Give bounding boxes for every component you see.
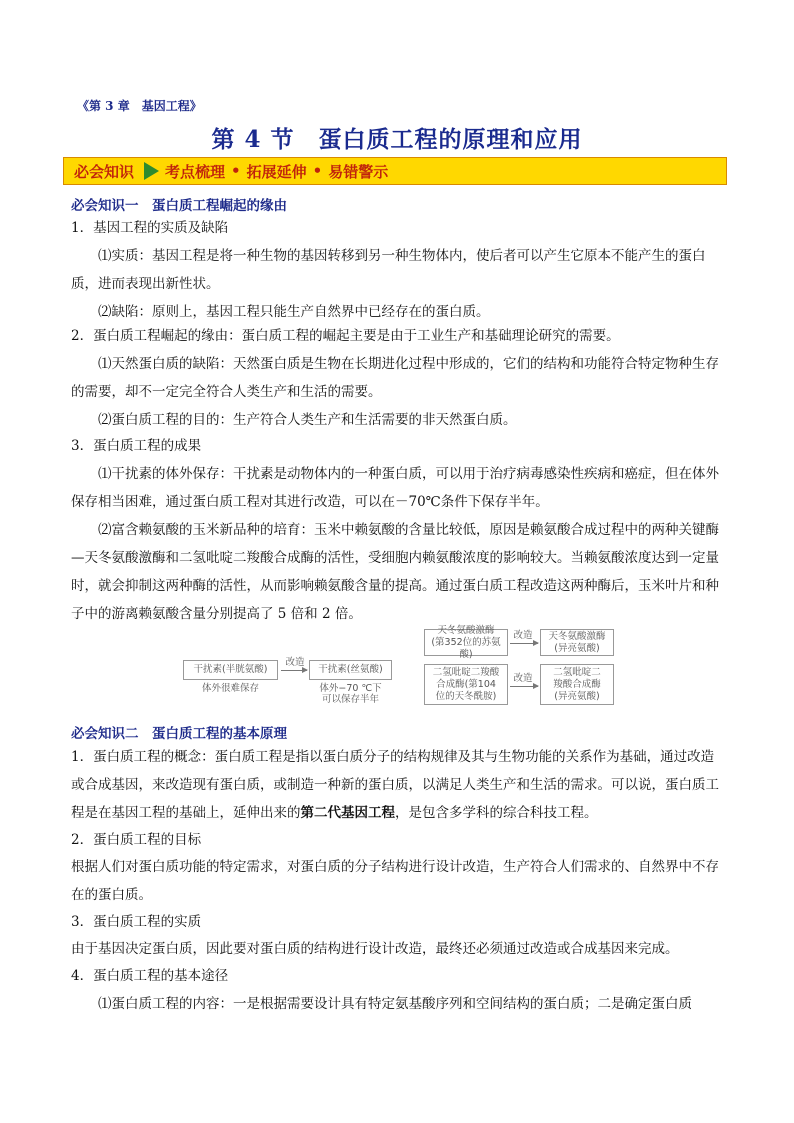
paragraph: ⑵蛋白质工程的目的：生产符合人类生产和生活需要的非天然蛋白质。 — [98, 412, 517, 428]
arrow-right-icon — [510, 643, 538, 644]
aspartate-kinase-original-box: 天冬氨酸激酶 (第352位的苏氨酸) — [424, 629, 508, 656]
bold-term: 第二代基因工程 — [300, 805, 395, 821]
paragraph: 3．蛋白质工程的成果 — [71, 438, 202, 454]
banner-item: 易错警示 — [328, 162, 389, 181]
paragraph: 根据人们对蛋白质功能的特定需求，对蛋白质的分子结构进行设计改造，生产符合人们需求的、自然界中不存在的蛋白质。 — [71, 859, 719, 903]
interferon-modified-note: 体外−70 ℃下 可以保存半年 — [319, 683, 382, 705]
paragraph: ⑵富含赖氨酸的玉米新品种的培育：玉米中赖氨酸的含量比较低，原因是赖氨酸合成过程中的两种关键酶—天冬氨酸激酶和二氢吡啶二羧酸合成酶的活性，受细胞内赖氨酸浓度的影响较大。当赖氨酸浓度达到一定量时，就会抑制这两种酶的活性，从而影响赖氨酸含量的提高。通过蛋白质工程改造这两种酶后，玉米叶片和种子中的游离赖氨酸含量分别提高了 5 倍和 2 倍。 — [71, 522, 719, 622]
banner-dot: • — [231, 162, 241, 180]
paragraph: 1．蛋白质工程的概念：蛋白质工程是指以蛋白质分子的结构规律及其与生物功能的关系作为基础，通过改造或合成基因，来改造现有蛋白质，或制造一种新的蛋白质，以满足人类生产和生活的需求。可以说，蛋白质工程是在基因工程的基础上，延伸出来的第二代基因工程，是包含多学科的综合科技工程。 — [71, 749, 719, 821]
paragraph: 4．蛋白质工程的基本途径 — [71, 968, 229, 984]
paragraph: 1．基因工程的实质及缺陷 — [71, 220, 229, 236]
paragraph: 3．蛋白质工程的实质 — [71, 914, 202, 930]
chapter-label: 《第 3 章 基因工程》 — [77, 99, 202, 113]
arrow-right-icon — [510, 686, 538, 687]
paragraph: 由于基因决定蛋白质，因此要对蛋白质的结构进行设计改造，最终还必须通过改造或合成基因来完成。 — [71, 941, 679, 957]
interferon-original-box: 干扰素(半胱氨酸) — [183, 660, 278, 680]
interferon-original-note: 体外很难保存 — [201, 683, 259, 694]
section-heading: 必会知识一 蛋白质工程崛起的缘由 — [71, 198, 287, 214]
banner-item: 考点梳理 — [165, 162, 226, 181]
arrow-label: 改造 — [285, 657, 305, 668]
banner-item: 拓展延伸 — [246, 162, 307, 181]
paragraph: ⑴蛋白质工程的内容：一是根据需要设计具有特定氨基酸序列和空间结构的蛋白质；二是确定蛋白质 — [98, 996, 692, 1012]
paragraph: ⑴天然蛋白质的缺陷：天然蛋白质是生物在长期进化过程中形成的，它们的结构和功能符合特定物种生存的需要，却不一定完全符合人类生产和生活的需要。 — [71, 356, 719, 400]
dhdps-modified-box: 二氢吡啶二 羧酸合成酶 (异亮氨酸) — [540, 664, 614, 705]
paragraph: 2．蛋白质工程的目标 — [71, 832, 202, 848]
arrow-right-icon — [281, 670, 307, 671]
dhdps-original-box: 二氢吡啶二羧酸 合成酶(第104 位的天冬酰胺) — [424, 664, 508, 705]
arrow-right-icon — [144, 162, 159, 180]
page-title: 第 4 节 蛋白质工程的原理和应用 — [211, 126, 583, 153]
banner-label: 必会知识 — [74, 162, 135, 181]
section-banner — [63, 157, 727, 185]
arrow-label: 改造 — [513, 630, 533, 641]
interferon-modified-box: 干扰素(丝氨酸) — [309, 660, 392, 680]
paragraph: ⑴干扰素的体外保存：干扰素是动物体内的一种蛋白质，可以用于治疗病毒感染性疾病和癌症，但在体外保存相当困难，通过蛋白质工程对其进行改造，可以在－70℃条件下保存半年。 — [71, 466, 719, 510]
paragraph: 2．蛋白质工程崛起的缘由：蛋白质工程的崛起主要是由于工业生产和基础理论研究的需要。 — [71, 328, 620, 344]
banner-dot: • — [312, 162, 323, 180]
paragraph: ⑵缺陷：原则上，基因工程只能生产自然界中已经存在的蛋白质。 — [98, 304, 490, 320]
section-heading: 必会知识二 蛋白质工程的基本原理 — [71, 726, 287, 742]
paragraph: ⑴实质：基因工程是将一种生物的基因转移到另一种生物体内，使后者可以产生它原本不能产生的蛋白质，进而表现出新性状。 — [71, 248, 706, 292]
arrow-label: 改造 — [513, 673, 533, 684]
aspartate-kinase-modified-box: 天冬氨酸激酶 (异亮氨酸) — [540, 629, 614, 656]
